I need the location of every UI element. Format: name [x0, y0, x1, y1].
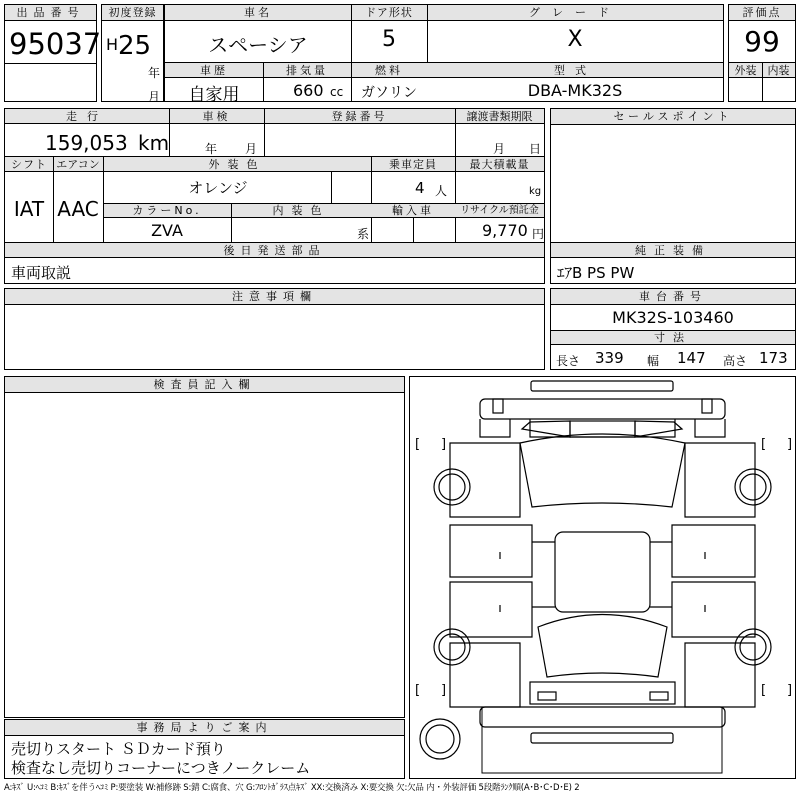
color-no-label: カラーNo.: [132, 204, 202, 217]
ext-color: オレンジ: [188, 179, 248, 197]
width-label: 幅: [647, 354, 660, 368]
model-label: 型式: [554, 64, 596, 77]
first-registration-label: 初度登録: [102, 5, 163, 21]
sales-point-label: セールスポイント: [551, 109, 795, 125]
max-load-unit: kg: [529, 186, 542, 197]
dimensions-label: 寸法: [654, 331, 692, 344]
interior-label: 内装: [767, 64, 790, 77]
int-color-label: 内装色: [272, 204, 330, 217]
capacity-unit: 人: [435, 184, 448, 198]
shift: IAT: [13, 197, 45, 221]
era-letter: H: [106, 35, 119, 54]
air-conditioner: AAC: [57, 197, 99, 221]
chassis-number: MK32S-103460: [612, 308, 734, 327]
capacity: 4: [415, 179, 425, 197]
equipment-label: 純正装備: [635, 244, 711, 257]
grade: X: [567, 27, 583, 52]
reg-year: 25: [118, 31, 152, 61]
car-name-label: 車名: [244, 6, 272, 19]
chassis-box: [550, 288, 796, 370]
vehicle-details-box: [4, 108, 545, 284]
sales-point-box: [550, 108, 796, 284]
mileage: 159,053: [45, 131, 128, 155]
caution-box: [4, 288, 545, 370]
mirror-bracket-right-close: ]: [787, 437, 793, 452]
equipment: ｴｱB PS PW: [557, 264, 635, 282]
shift-label: シフト: [11, 158, 47, 171]
reg-year-unit: 年: [148, 66, 161, 80]
car-name: スペーシア: [208, 33, 308, 57]
import-label: 輸入車: [392, 204, 434, 217]
lot-number-label: 出品番号: [5, 5, 96, 21]
mirror-bracket-right-open: [: [761, 437, 767, 452]
transfer-month-unit: 月: [493, 142, 506, 156]
grade-label: グレード: [529, 6, 621, 19]
lower-bracket-left-open: [: [415, 683, 421, 698]
mirror-bracket-left-close: ]: [441, 437, 447, 452]
length: 339: [595, 349, 624, 367]
score-label: 評価点: [729, 5, 795, 21]
mileage-unit: km: [138, 131, 170, 155]
displacement-unit: cc: [330, 85, 344, 99]
lot-number-box: [4, 4, 102, 102]
chassis-label: 車台番号: [551, 289, 795, 305]
history-label: 車歴: [200, 64, 228, 77]
reg-month-unit: 月: [148, 90, 161, 104]
mileage-label: 走行: [66, 110, 108, 123]
office-box: [4, 719, 405, 779]
transfer-day-unit: 日: [529, 142, 542, 156]
displacement: 660: [293, 81, 324, 100]
lower-bracket-left-close: ]: [441, 683, 447, 698]
color-no: ZVA: [151, 221, 183, 240]
score: 99: [744, 25, 780, 58]
lot-number: 95037: [9, 27, 102, 61]
car-info-box: [164, 4, 724, 105]
ac-label: エアコン: [56, 158, 100, 171]
first-registration-box: [101, 4, 164, 102]
car-diagram-box: [409, 376, 796, 779]
reg-no-label: 登録番号: [331, 110, 388, 123]
max-load-label: 最大積載量: [469, 158, 530, 171]
transfer-deadline-label: 譲渡書類期限: [466, 110, 533, 123]
caution-label: 注意事項欄: [5, 289, 544, 305]
int-color-unit: 系: [357, 227, 370, 241]
displacement-label: 排気量: [286, 64, 328, 77]
width: 147: [677, 349, 706, 367]
door-label: ドア形状: [365, 6, 413, 19]
exterior-label: 外装: [734, 64, 757, 77]
inspection-month-unit: 月: [245, 142, 258, 156]
recycle-fee: 9,770: [482, 221, 528, 240]
office-label: 事務局よりご案内: [5, 720, 404, 736]
lower-bracket-right-open: [: [761, 683, 767, 698]
height: 173: [759, 349, 788, 367]
recycle-unit: 円: [532, 227, 545, 241]
ext-color-label: 外装色: [208, 158, 266, 171]
door-count: 5: [382, 27, 396, 52]
score-box: [728, 4, 796, 102]
recycle-label: リサイクル預託金: [460, 205, 539, 216]
model: DBA-MK32S: [527, 81, 623, 100]
fuel: ガソリン: [361, 85, 417, 101]
inspector-label: 検査員記入欄: [5, 377, 404, 393]
lower-bracket-right-close: ]: [787, 683, 793, 698]
length-label: 長さ: [556, 354, 581, 368]
fuel-label: 燃料: [375, 64, 403, 77]
history: 自家用: [188, 85, 240, 105]
mirror-bracket-left-open: [: [415, 437, 421, 452]
inspector-box: [4, 376, 405, 718]
damage-legend: A:ｷｽﾞ U:ﾍｺﾐ B:ｷｽﾞを伴うﾍｺﾐ P:要塗装 W:補修跡 S:錆 C:腐食、穴 G:ﾌﾛﾝﾄｶﾞﾗｽ点ｷｽﾞ XX:交換済み X:要交換 欠:欠品 内・外装評価 5段階ﾗﾝｸ順(A･B･C･D･E) 2: [4, 783, 580, 793]
office-note-line2: 検査なし売切りコーナーにつきノークレーム: [11, 759, 311, 777]
capacity-label: 乗車定員: [389, 158, 437, 171]
inspection-year-unit: 年: [205, 142, 218, 156]
office-note-line1: 売切りスタート ＳＤカード預り: [11, 740, 226, 758]
height-label: 高さ: [723, 354, 748, 368]
car-body-diagram: [410, 377, 795, 778]
inspection-label: 車検: [202, 110, 231, 123]
later-parts: 車両取説: [11, 264, 72, 282]
later-parts-label: 後日発送部品: [223, 244, 326, 257]
